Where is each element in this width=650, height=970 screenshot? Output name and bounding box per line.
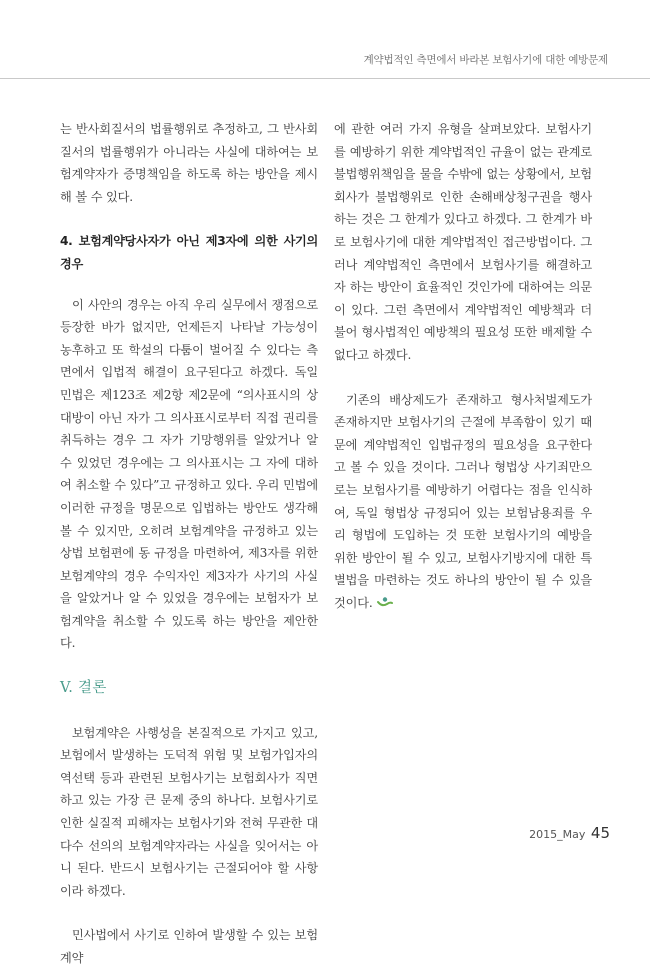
right-column xyxy=(334,118,592,614)
chapter-heading: V. 결론 xyxy=(60,680,107,697)
section-heading: 4. 보험계약당사자가 아닌 제3자에 의한 사기의 경우 xyxy=(60,234,318,271)
paragraph: 민사법에서 사기로 인하여 발생할 수 있는 보험계약 xyxy=(60,928,318,965)
paragraph-text: 기존의 배상제도가 존재하고 형사처벌제도가 존재하지만 보험사기의 근절에 부족함이 있기 때문에 계약법적인 입법규정의 필요성을 요구한다고 볼 수 있을 것이다. 그러나 형법상 사기죄만으로는 보험사기를 예방하기 어렵다는 점을 인식하여, 독일 형법상 규정되어 있는 보험남용죄를 우리 형법에 도입하는 것 또한 보험사기의 예방을 위한 방안이 될 수 있고, 보험사기방지에 대한 특별법을 마련하는 것도 하나의 방안이 될 수 있을 것이다. xyxy=(334,392,592,610)
end-mark-icon xyxy=(376,596,394,608)
paragraph: 이 사안의 경우는 아직 우리 실무에서 쟁점으로 등장한 바가 없지만, 언제든지 나타날 가능성이 농후하고 또 학설의 다툼이 벌어질 수 있다는 측면에서 입법적 해결이 요구된다고 하겠다. 독일 민법은 제123조 제2항 제2문에 “의사표시의 상대방이 아닌 자가 그 의사표시로부터 직접 권리를 취득하는 경우 그 자가 기망행위를 알았거나 알 수 있었던 경우에는 그 의사표시는 그 자에 대하여 취소할 수 있다”고 규정하고 있다. 우리 민법에 이러한 규정을 명문으로 입법하는 방안도 생각해 볼 수 있지만, 오히려 보험계약을 규정하고 있는 상법 보험편에 동 규정을 마련하여, 제3자를 위한 보험계약의 경우 수익자인 제3자가 사기의 사실을 알았거나 알 수 있었을 경우에는 보험자가 보험계약을 취소할 수 있도록 하는 방안을 제안한다. xyxy=(60,297,318,651)
left-column xyxy=(60,118,318,970)
header-divider xyxy=(0,78,650,79)
paragraph: 보험계약은 사행성을 본질적으로 가지고 있고, 보험에서 발생하는 도덕적 위험 및 보험가입자의 역선택 등과 관련된 보험사기는 보험회사가 직면하고 있는 가장 큰 문제 중의 하나다. 보험사기로 인한 실질적 피해자는 보험사기와 전혀 무관한 대다수 선의의 보험계약자라는 사실을 잊어서는 아니 된다. 반드시 보험사기는 근절되어야 할 사항이라 하겠다. xyxy=(60,725,318,898)
paragraph: 는 반사회질서의 법률행위로 추정하고, 그 반사회질서의 법률행위가 아니라는 사실에 대하여는 보험계약자가 증명책임을 하도록 하는 방안을 제시해 볼 수 있다. xyxy=(60,122,318,204)
paragraph-last xyxy=(334,389,592,615)
page-footer xyxy=(529,824,610,842)
paragraph: 에 관한 여러 가지 유형을 살펴보았다. 보험사기를 예방하기 위한 계약법적인 규율이 없는 관계로 불법행위책임을 물을 수밖에 없는 상황에서, 보험회사가 불법행위로 인한 손해배상청구권을 행사하는 것은 그 한계가 있다고 하겠다. 그 한계가 바로 보험사기에 대한 계약법적인 접근방법이다. 그러나 계약법적인 측면에서 보험사기를 해결하고자 하는 방안이 효율적인 것인가에 대하여는 의문이 있다. 그런 측면에서 계약법적인 예방책과 더불어 형사법적인 예방책의 필요성 또한 배제할 수 없다고 하겠다. xyxy=(334,122,592,362)
page-number: 45 xyxy=(590,824,610,842)
issue-label: 2015_May xyxy=(529,828,586,841)
running-header: 계약법적인 측면에서 바라본 보험사기에 대한 예방문제 xyxy=(363,54,608,66)
